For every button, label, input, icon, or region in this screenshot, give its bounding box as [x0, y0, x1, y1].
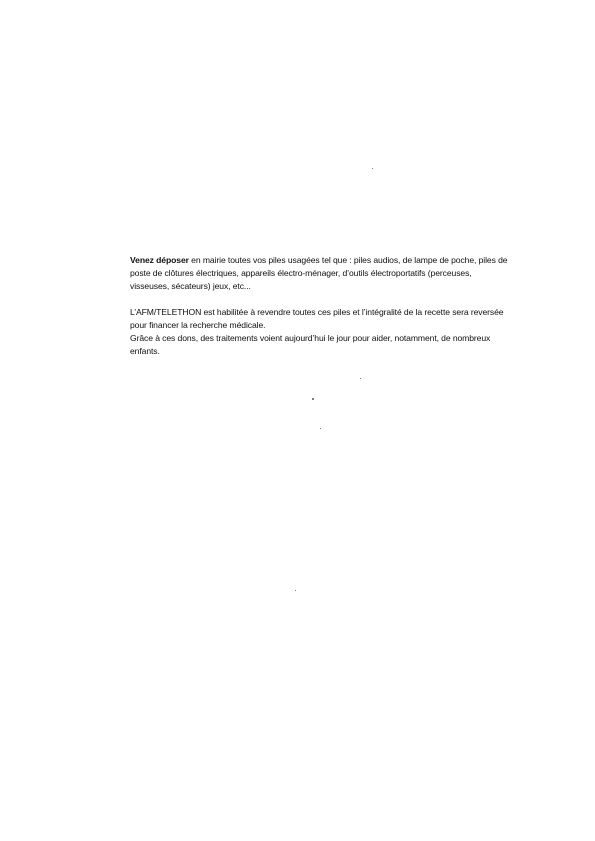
text-line: Grâce à ces dons, des traitements voient aujourd’hui le jour pour aider, notamment, de nombreux — [130, 333, 491, 343]
text-line: L’AFM/TELETHON est habilitée à revendre toutes ces piles et l’intégralité de la recette sera reversée — [130, 307, 504, 317]
text-line: poste de clôtures électriques, appareils électro-ménager, d’outils électroportatifs (perceuses, — [130, 268, 472, 278]
text-line: visseuses, sécateurs) jeux, etc... — [130, 281, 251, 291]
scan-speck — [312, 398, 314, 400]
paragraph-battery-collection — [130, 254, 540, 293]
paragraph-telethon — [130, 306, 540, 358]
notice-text-block — [130, 254, 540, 358]
emphasis-text: Venez déposer — [130, 255, 189, 265]
scan-speck — [372, 168, 373, 169]
text-line — [130, 254, 540, 267]
scan-speck — [320, 428, 321, 429]
text-line: pour financer la recherche médicale. — [130, 320, 266, 330]
scan-speck — [295, 590, 296, 591]
scan-speck — [360, 378, 361, 379]
text-line: enfants. — [130, 346, 160, 356]
text-span: en mairie toutes vos piles usagées tel que : piles audios, de lampe de poche, piles de — [188, 255, 508, 265]
